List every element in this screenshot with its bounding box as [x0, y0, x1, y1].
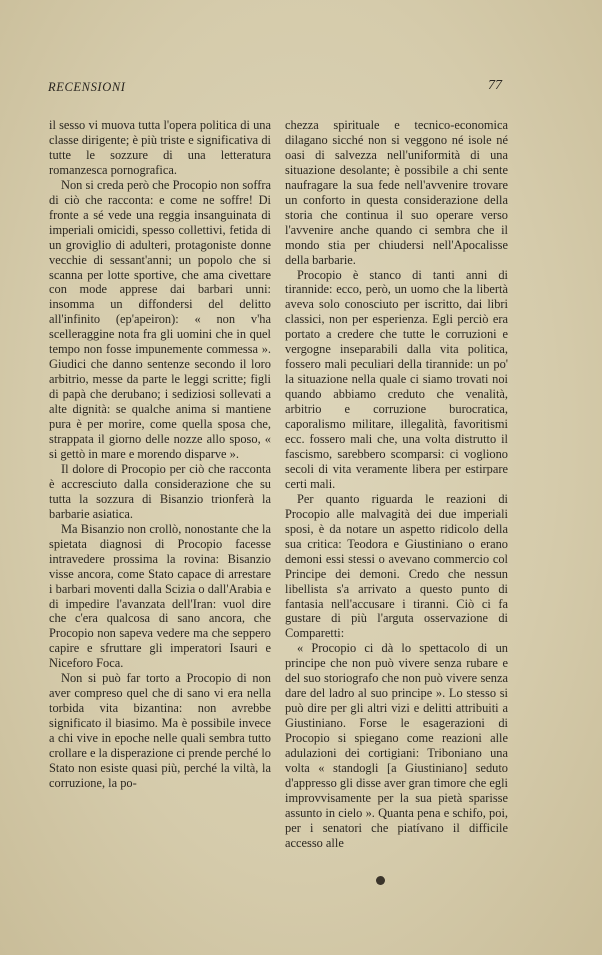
- paragraph: chezza spirituale e tecnico-economica dilagano sicché non si veggono né isole né oasi di salvezza nell'uniformità di una situazione desolante; è possibile a chi sente naufragare la sua fede nell'avvenire trovare un conforto in questa considerazione della storia che continua il suo operare verso l'avvenire anche quando ci sembra che il mondo stia per chiudersi nell'Apocalisse della barbarie.: [285, 118, 508, 267]
- paragraph: Non si creda però che Procopio non soffra di ciò che racconta: e come ne soffre! Di fronte a sé vede una reggia insanguinata di imperiali omicidi, spesso collettivi, fetida di un groviglio di adulteri, protagoniste donne vecchie di sessant'anni; un popolo che si scanna per lotte sportive, che ama civettare con mode apprese dai barbari unni: insomma un diffondersi del delitto all'infinito (ep'apeiron): « non v'ha scelleraggine nota fra gli uomini che in quel tempo non fosse impunemente commessa ». Giudici che danno sentenze secondo il loro arbitrio, messe da parte le leggi scritte; figli di papà che derubano; i sediziosi sollevati a alte dignità: se qualche anima si mantiene pura è per morire, come quella sposa che, strappata il giorno delle nozze allo sposo, « si gettò in mare e morendo disparve ».: [49, 177, 271, 461]
- paragraph: Per quanto riguarda le reazioni di Procopio alle malvagità dei due imperiali sposi, è da notare un aspetto ridicolo della sua critica: Teodora e Giustiniano o erano demoni essi stessi o avevano commercio col Principe dei demoni. Credo che nessun libellista s'a arrivato a questo punto di fantasia nell'accusare i tiranni. Ciò ci fa gustare di più l'arguta osservazione di Comparetti:: [285, 491, 508, 641]
- paragraph: Procopio è stanco di tanti anni di tirannide: ecco, però, un uomo che la libertà aveva solo conosciuto per iscritto, dai libri classici, non per esperienza. Egli perciò era portato a credere che tutte le corruzioni e vergogne inseparabili dalla vita politica, fossero mali peculiari della tirannide: un po' la situazione nella quale ci siamo trovati noi quando abbiamo creduto che venalità, arbitrio e corruzione burocratica, caporalismo militare, illegalità, favoritismi ecc. fossero mali che, una volta distrutto il fascismo, sarebbero scomparsi: ci vogliono secoli di vita veramente libera per estirpare certi mali.: [285, 267, 508, 491]
- paragraph: Il dolore di Procopio per ciò che racconta è accresciuto dalla considerazione che su tutta la sozzura di Bisanzio trionferà la barbarie asiatica.: [49, 461, 271, 521]
- left-text-column: [49, 118, 271, 791]
- page-ornament-dot: [376, 876, 385, 885]
- right-text-column: [285, 118, 508, 851]
- running-header-title: RECENSIONI: [48, 80, 126, 94]
- paragraph: Non si può far torto a Procopio di non aver compreso quel che di sano vi era nella torbida vita bizantina: non avrebbe significato il biasimo. Ma è possibile invece a chi vive in epoche nelle quali sembra tutto crollare e la disperazione ci prende perché lo Stato non esiste quasi più, perché la viltà, la corruzione, la po-: [49, 671, 271, 790]
- paragraph: il sesso vi muova tutta l'opera politica di una classe dirigente; è più triste e significativa di tutte le sozzure di una letteratura romanzesca pornografica.: [49, 118, 271, 177]
- paragraph: « Procopio ci dà lo spettacolo di un principe che non può vivere senza rubare e del suo storiografo che non può vivere senza dare del ladro al suo principe ». Lo stesso si può dire per gli altri vizi e delitti attribuiti a Giustiniano. Forse le esagerazioni di Procopio si spiegano come reazioni alle adulazioni dei cortigiani: Triboniano una volta « standogli [a Giustiniano] seduto d'appresso gli disse aver gran timore che egli improvvisamente per la sua pietà sparisse assunto in cielo ». Quanta pena e schifo, poi, per i senatori che piatívano il difficile accesso alle: [285, 641, 508, 850]
- paragraph: Ma Bisanzio non crollò, nonostante che la spietata diagnosi di Procopio facesse intravedere prossima la rovina: Bisanzio visse ancora, come Stato capace di arrestare i barbari moventi dalla Scizia o dall'Arabia e di impedire l'avanzata dell'Iran: vuol dire che c'era qualcosa di sano ancora, che Procopio non sapeva vedere ma che seppero capire e sfruttare gli imperatori Isauri e Niceforo Foca.: [49, 521, 271, 671]
- page-number: 77: [488, 78, 502, 93]
